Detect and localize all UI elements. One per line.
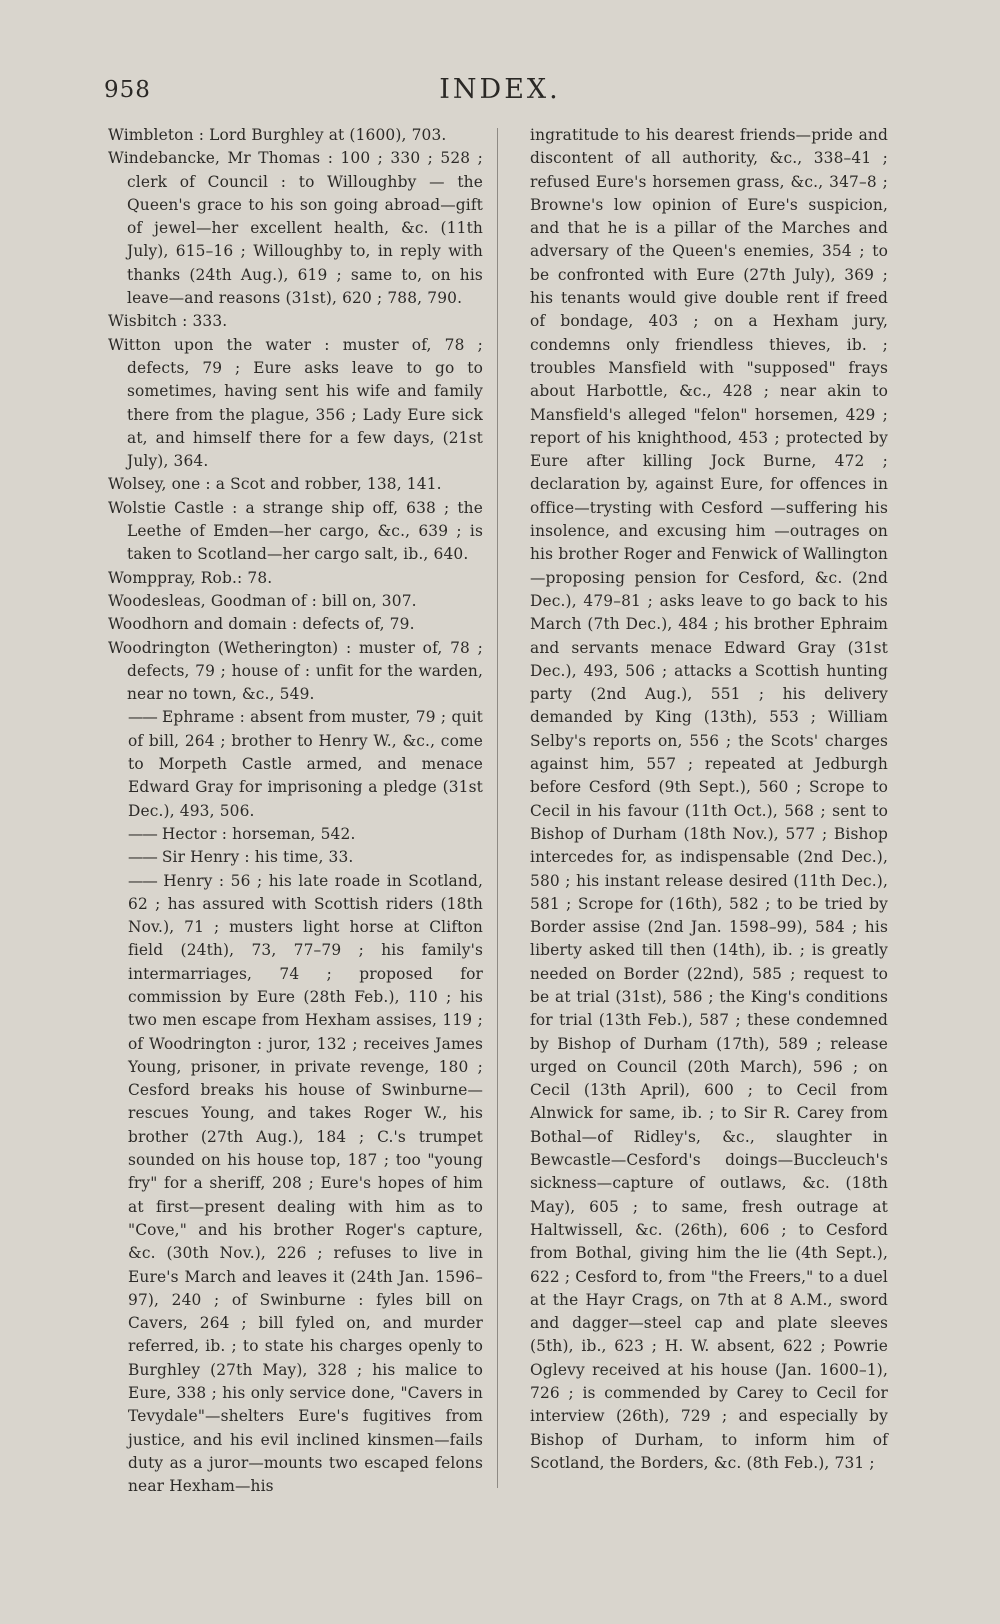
index-entry — [108, 613, 483, 636]
entry-text: Wisbitch : 333. — [108, 312, 228, 331]
entry-text: Windebancke, Mr Thomas : 100 ; 330 ; 528 ; clerk of Council : to Willoughby — the Queen's grace to his son going abroad—gift of jewel—her excellent health, &c. (11th July), 615–16 ; Willoughby to, in reply with thanks (24th Aug.), 619 ; same to, on his leave—and reasons (31st), 620 ; 788, 790. — [108, 149, 483, 308]
index-entry — [108, 310, 483, 333]
entry-text: Wolstie Castle : a strange ship off, 638 ; the Leethe of Emden—her cargo, &c., 639 ; is taken to Scotland—her cargo salt, ib., 640. — [108, 498, 483, 564]
entry-text: Woodrington (Wetherington) : muster of, 78 ; defects, 79 ; house of : unfit for the warden, near no town, &c., 549. — [108, 638, 483, 704]
entry-dash: —— — [128, 824, 157, 843]
index-entry — [108, 590, 483, 613]
left-column — [108, 124, 483, 1499]
index-entry — [108, 147, 483, 310]
index-entry — [108, 124, 483, 147]
page-number: 958 — [104, 77, 151, 103]
index-entry — [108, 334, 483, 474]
entry-text: Woodhorn and domain : defects of, 79. — [108, 615, 415, 634]
right-column — [530, 124, 888, 1475]
index-entry — [108, 567, 483, 590]
index-subentry — [108, 823, 483, 846]
entry-text: Wimbleton : Lord Burghley at (1600), 703. — [108, 126, 447, 144]
entry-text: Womppray, Rob.: 78. — [108, 568, 273, 587]
entry-text: Henry : 56 ; his late roade in Scotland, 62 ; has assured with Scottish riders (18th Nov.), 71 ; musters light horse at Clifton field (24th), 73, 77–79 ; his family's intermarriages, 74 ; proposed for commission by Eure (28th Feb.), 110 ; his two men escape from Hexham assises, 119 ; of Woodrington : juror, 132 ; receives James Young, prisoner, in private revenge, 180 ; Cesford breaks his house of Swinburne—rescues Young, and takes Roger W., his brother (27th Aug.), 184 ; C.'s trumpet sounded on his house top, 187 ; too "young fry" for a sheriff, 208 ; Eure's hopes of him at first—present dealing with him as to "Cove," and his brother Roger's capture, &c. (30th Nov.), 226 ; refuses to live in Eure's March and leaves it (24th Jan. 1596–97), 240 ; of Swinburne : fyles bill on Cavers, 264 ; bill fyled on, and murder referred, ib. ; to state his charges openly to Burghley (27th May), 328 ; his malice to Eure, 338 ; his only service done, "Cavers in Tevydale"—shelters Eure's fugitives from justice, and his evil inclined kinsmen—fails duty as a juror—mounts two escaped felons near Hexham—his — [128, 871, 483, 1496]
index-entry — [108, 473, 483, 496]
entry-text: Witton upon the water : muster of, 78 ; defects, 79 ; Eure asks leave to go to sometimes, having sent his wife and family there from the plague, 356 ; Lady Eure sick at, and himself there for a few days, (21st July), 364. — [108, 335, 483, 471]
index-subentry — [108, 870, 483, 1499]
page-title: INDEX. — [439, 74, 561, 105]
entry-text: Woodesleas, Goodman of : bill on, 307. — [108, 591, 417, 610]
index-subentry — [108, 846, 483, 869]
entry-continuation: ingratitude to his dearest friends—pride and discontent of all authority, &c., 338–41 ; refused Eure's horsemen grass, &c., 347–8 ; Browne's low opinion of Eure's suspicion, and that he is a pillar of the Marches and adversary of the Queen's enemies, 354 ; to be confronted with Eure (27th July), 369 ; his tenants would give double rent if freed of bondage, 403 ; on a Hexham jury, condemns only friendless thieves, ib. ; troubles Mansfield with "supposed" frays about Harbottle, &c., 428 ; near akin to Mansfield's alleged "felon" horsemen, 429 ; report of his knighthood, 453 ; protected by Eure after killing Jock Burne, 472 ; declaration by, against Eure, for offences in office—trysting with Cesford —suffering his insolence, and excusing him —outrages on his brother Roger and Fenwick of Wallington—proposing pension for Cesford, &c. (2nd Dec.), 479–81 ; asks leave to go back to his March (7th Dec.), 484 ; his brother Ephraim and servants menace Edward Gray (31st Dec.), 493, 506 ; attacks a Scottish hunting party (2nd Aug.), 551 ; his delivery demanded by King (13th), 553 ; William Selby's reports on, 556 ; the Scots' charges against him, 557 ; repeated at Jedburgh before Cesford (9th Sept.), 560 ; Scrope to Cecil in his favour (11th Oct.), 568 ; sent to Bishop of Durham (18th Nov.), 577 ; Bishop intercedes for, as indispensable (2nd Dec.), 580 ; his instant release desired (11th Dec.), 581 ; Scrope for (16th), 582 ; to be tried by Border assise (2nd Jan. 1598–99), 584 ; his liberty asked till then (14th), ib. ; is greatly needed on Border (22nd), 585 ; request to be at trial (31st), 586 ; the King's conditions for trial (13th Feb.), 587 ; these condemned by Bishop of Durham (17th), 589 ; release urged on Council (20th March), 596 ; on Cecil (13th April), 600 ; to Cecil from Alnwick for same, ib. ; to Sir R. Carey from Bothal—of Ridley's, &c., slaughter in Bewcastle—Cesford's doings—Buccleuch's sickness—capture of outlaws, &c. (18th May), 605 ; to same, fresh outrage at Haltwissell, &c. (26th), 606 ; to Cesford from Bothal, giving him the lie (4th Sept.), 622 ; Cesford to, from "the Freers," to a duel at the Hayr Crags, on 7th at 8 A.M., sword and dagger—steel cap and plate sleeves (5th), ib., 623 ; H. W. absent, 622 ; Powrie Oglevy received at his house (Jan. 1600–1), 726 ; is commended by Carey to Cecil for interview (26th), 729 ; and especially by Bishop of Durham, to inform him of Scotland, the Borders, &c. (8th Feb.), 731 ; — [530, 126, 888, 1472]
index-subentry — [108, 706, 483, 822]
entry-dash: —— — [128, 848, 157, 867]
entry-text: Hector : horseman, 542. — [161, 824, 356, 843]
entry-dash: —— — [128, 708, 157, 727]
column-divider — [497, 128, 498, 1488]
entry-text: Ephrame : absent from muster, 79 ; quit of bill, 264 ; brother to Henry W., &c., come to Morpeth Castle armed, and menace Edward Gray for imprisoning a pledge (31st Dec.), 493, 506. — [128, 708, 483, 820]
entry-text: Wolsey, one : a Scot and robber, 138, 141. — [108, 475, 442, 494]
entry-dash: —— — [128, 871, 157, 890]
index-entry — [108, 637, 483, 707]
index-entry — [108, 497, 483, 567]
entry-text: Sir Henry : his time, 33. — [161, 848, 354, 867]
